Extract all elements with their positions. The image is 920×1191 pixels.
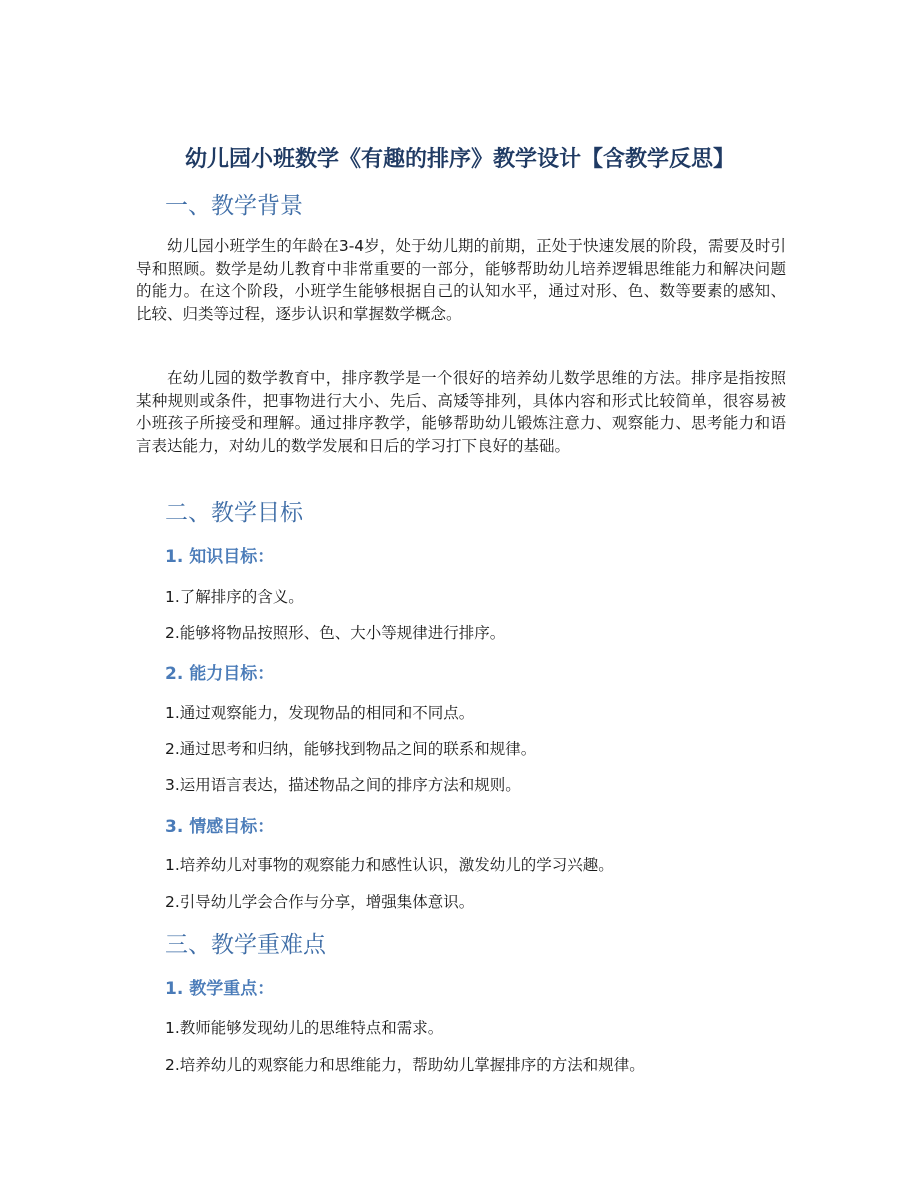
emotion-goal-item: 1.培养幼儿对事物的观察能力和感性认识，激发幼儿的学习兴趣。 <box>165 856 614 874</box>
section-heading-background: 一、教学背景 <box>165 193 303 219</box>
teaching-focus-item: 1.教师能够发现幼儿的思维特点和需求。 <box>165 1019 444 1037</box>
subheading-ability-goals: 2. 能力目标： <box>165 664 275 684</box>
section-heading-goals: 二、教学目标 <box>165 500 303 526</box>
subheading-teaching-focus: 1. 教学重点： <box>165 979 275 999</box>
subheading-emotion-goals: 3. 情感目标： <box>165 817 275 837</box>
emotion-goal-item: 2.引导幼儿学会合作与分享，增强集体意识。 <box>165 893 475 911</box>
document-title: 幼儿园小班数学《有趣的排序》教学设计【含教学反思】 <box>184 147 735 172</box>
ability-goal-item: 3.运用语言表达，描述物品之间的排序方法和规则。 <box>165 776 521 794</box>
ability-goal-item: 1.通过观察能力，发现物品的相同和不同点。 <box>165 704 475 722</box>
teaching-focus-item: 2.培养幼儿的观察能力和思维能力，帮助幼儿掌握排序的方法和规律。 <box>165 1056 645 1074</box>
background-paragraph-1: 幼儿园小班学生的年龄在3-4岁，处于幼儿期的前期，正处于快速发展的阶段，需要及时引导和照顾。数学是幼儿教育中非常重要的一部分，能够帮助幼儿培养逻辑思维能力和解决问题的能力。在这个阶段，小班学生能够根据自己的认知水平，通过对形、色、数等要素的感知、比较、归类等过程，逐步认识和掌握数学概念。 <box>136 237 786 323</box>
knowledge-goal-item: 2.能够将物品按照形、色、大小等规律进行排序。 <box>165 624 506 642</box>
section-heading-key-points: 三、教学重难点 <box>165 932 326 958</box>
subheading-knowledge-goals: 1. 知识目标： <box>165 547 275 567</box>
background-paragraph-2: 在幼儿园的数学教育中，排序教学是一个很好的培养幼儿数学思维的方法。排序是指按照某种规则或条件，把事物进行大小、先后、高矮等排列，具体内容和形式比较简单，很容易被小班孩子所接受和理解。通过排序教学，能够帮助幼儿锻炼注意力、观察能力、思考能力和语言表达能力，对幼儿的数学发展和日后的学习打下良好的基础。 <box>136 369 786 455</box>
ability-goal-item: 2.通过思考和归纳，能够找到物品之间的联系和规律。 <box>165 740 537 758</box>
knowledge-goal-item: 1.了解排序的含义。 <box>165 588 304 606</box>
